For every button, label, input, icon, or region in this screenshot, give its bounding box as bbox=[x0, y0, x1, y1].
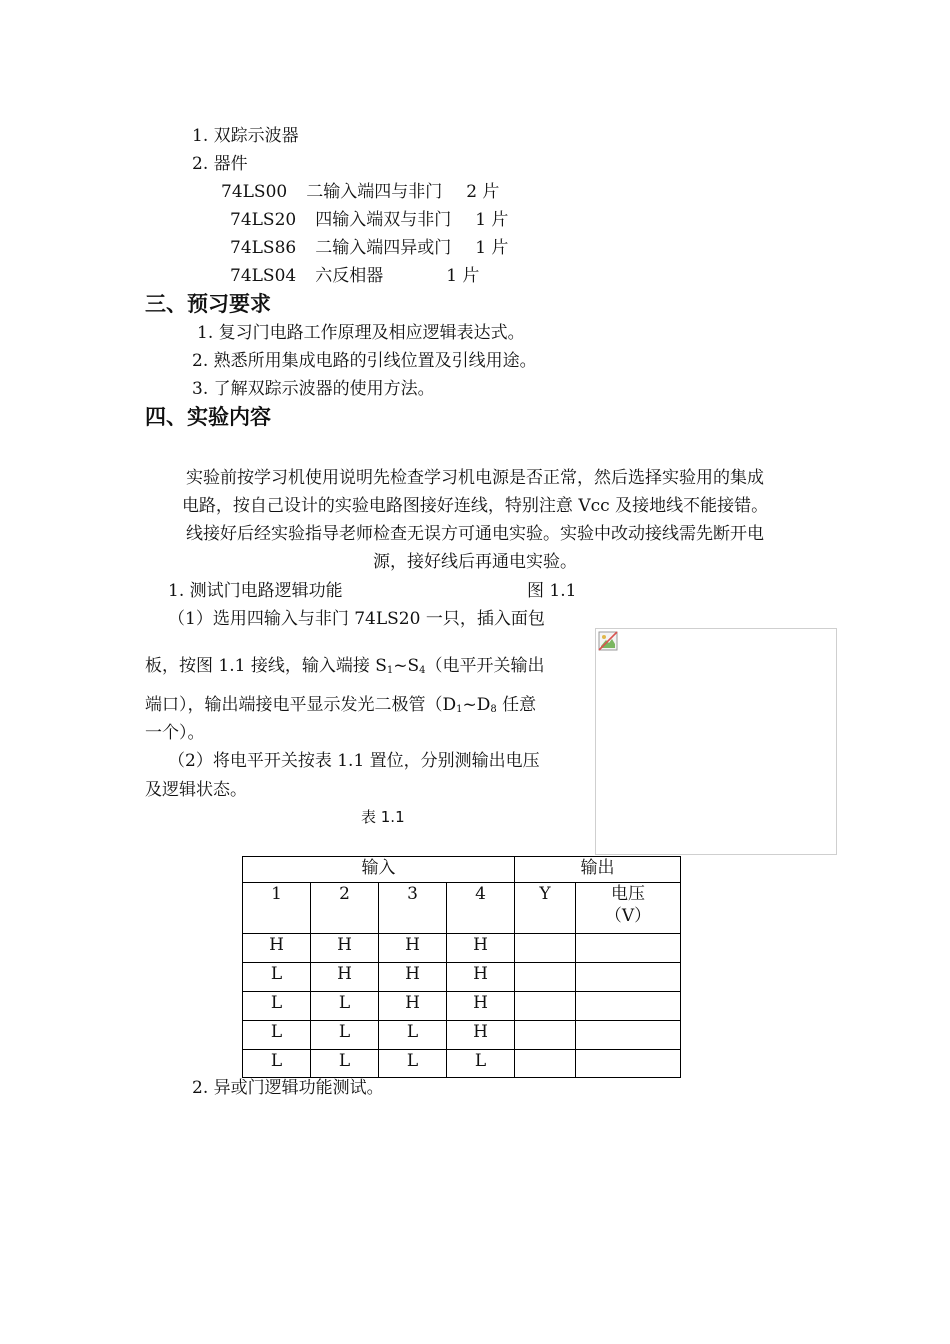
table-caption: 表 1.1 bbox=[361, 808, 405, 826]
table-row bbox=[243, 992, 681, 1021]
table-cell: L bbox=[243, 1021, 311, 1050]
table-cell: L bbox=[447, 1050, 515, 1078]
table-cell: L bbox=[243, 992, 311, 1021]
table-cell bbox=[515, 992, 576, 1021]
paragraph-line: 实验前按学习机使用说明先检查学习机电源是否正常，然后选择实验用的集成 bbox=[186, 468, 764, 488]
figure-label: 图 1.1 bbox=[527, 581, 577, 601]
part-row bbox=[230, 265, 479, 287]
part-model: 74LS86 bbox=[230, 238, 297, 258]
table-cell bbox=[515, 1021, 576, 1050]
part-desc: 二输入端四与非门 bbox=[306, 182, 443, 202]
step1-line: 一个）。 bbox=[145, 723, 205, 743]
part-desc: 六反相器 bbox=[315, 266, 384, 286]
table-cell bbox=[576, 963, 681, 992]
step1-line: （1）选用四输入与非门 74LS20 一只，插入面包 bbox=[168, 609, 545, 629]
part-model: 74LS20 bbox=[230, 210, 297, 230]
table-cell: H bbox=[447, 1021, 515, 1050]
part-row bbox=[230, 237, 508, 259]
test2-title: 2. 异或门逻辑功能测试。 bbox=[192, 1078, 384, 1098]
column-header: 1 bbox=[243, 883, 311, 934]
table-cell bbox=[576, 992, 681, 1021]
part-qty: 2 片 bbox=[466, 182, 500, 202]
table-cell bbox=[576, 934, 681, 963]
part-qty: 1 片 bbox=[475, 210, 509, 230]
table-cell: L bbox=[311, 992, 379, 1021]
list-item: 3. 了解双踪示波器的使用方法。 bbox=[192, 379, 435, 399]
paragraph-line: 线接好后经实验指导老师检查无误方可通电实验。实验中改动接线需先断开电 bbox=[186, 524, 764, 544]
part-qty: 1 片 bbox=[446, 266, 480, 286]
broken-image-icon bbox=[598, 631, 618, 651]
table-cell bbox=[576, 1050, 681, 1078]
table-row bbox=[243, 1050, 681, 1078]
step1-line: 板，按图 1.1 接线，输入端接 $S_1\sim S_4$（电平开关输出 bbox=[145, 656, 545, 676]
part-model: 74LS00 bbox=[221, 182, 288, 202]
step2-line: （2）将电平开关按表 1.1 置位，分别测输出电压 bbox=[168, 751, 540, 771]
table-row bbox=[243, 1021, 681, 1050]
table-cell: H bbox=[311, 934, 379, 963]
step2-line: 及逻辑状态。 bbox=[145, 780, 247, 800]
part-qty: 1 片 bbox=[475, 238, 509, 258]
figure-1-1-image bbox=[595, 628, 837, 855]
list-item: 2. 熟悉所用集成电路的引线位置及引线用途。 bbox=[192, 351, 537, 371]
table-cell: L bbox=[379, 1021, 447, 1050]
column-header: 2 bbox=[311, 883, 379, 934]
column-header-voltage: 电压 （V） bbox=[576, 883, 681, 934]
part-desc: 二输入端四异或门 bbox=[315, 238, 452, 258]
table-group-header-row bbox=[243, 857, 681, 883]
column-header: Y bbox=[515, 883, 576, 934]
part-model: 74LS04 bbox=[230, 266, 297, 286]
table-cell: H bbox=[243, 934, 311, 963]
list-item: 1. 复习门电路工作原理及相应逻辑表达式。 bbox=[197, 323, 525, 343]
paragraph-line: 电路，按自己设计的实验电路图接好连线，特别注意 Vcc 及接地线不能接错。 bbox=[181, 496, 769, 516]
group-header-output: 输出 bbox=[515, 857, 681, 883]
part-row bbox=[221, 181, 499, 203]
column-header: 3 bbox=[379, 883, 447, 934]
table-cell: H bbox=[379, 992, 447, 1021]
table-row bbox=[243, 934, 681, 963]
table-cell: L bbox=[311, 1021, 379, 1050]
column-header: 4 bbox=[447, 883, 515, 934]
table-cell: H bbox=[447, 934, 515, 963]
table-cell: H bbox=[447, 963, 515, 992]
group-header-input: 输入 bbox=[243, 857, 515, 883]
table-cell bbox=[515, 934, 576, 963]
part-row bbox=[230, 209, 508, 231]
table-cell bbox=[515, 963, 576, 992]
section-heading-content: 四、实验内容 bbox=[145, 405, 271, 429]
truth-table bbox=[242, 856, 681, 1078]
table-cell: H bbox=[447, 992, 515, 1021]
table-row bbox=[243, 963, 681, 992]
section-heading-preview: 三、预习要求 bbox=[145, 292, 271, 316]
equipment-item-components: 2. 器件 bbox=[192, 154, 248, 174]
table-cell: H bbox=[311, 963, 379, 992]
step1-line: 端口），输出端接电平显示发光二极管（$D_1\sim D_8$ 任意 bbox=[145, 695, 537, 715]
table-cell bbox=[515, 1050, 576, 1078]
table-cell: H bbox=[379, 934, 447, 963]
table-cell: L bbox=[243, 963, 311, 992]
paragraph-line: 源，接好线后再通电实验。 bbox=[373, 552, 577, 572]
table-cell: L bbox=[243, 1050, 311, 1078]
table-cell: L bbox=[311, 1050, 379, 1078]
test1-title: 1. 测试门电路逻辑功能 bbox=[168, 581, 343, 601]
table-cell: H bbox=[379, 963, 447, 992]
equipment-item-oscilloscope: 1. 双踪示波器 bbox=[192, 126, 299, 146]
part-desc: 四输入端双与非门 bbox=[315, 210, 452, 230]
table-cell bbox=[576, 1021, 681, 1050]
table-cell: L bbox=[379, 1050, 447, 1078]
table-column-header-row bbox=[243, 883, 681, 934]
